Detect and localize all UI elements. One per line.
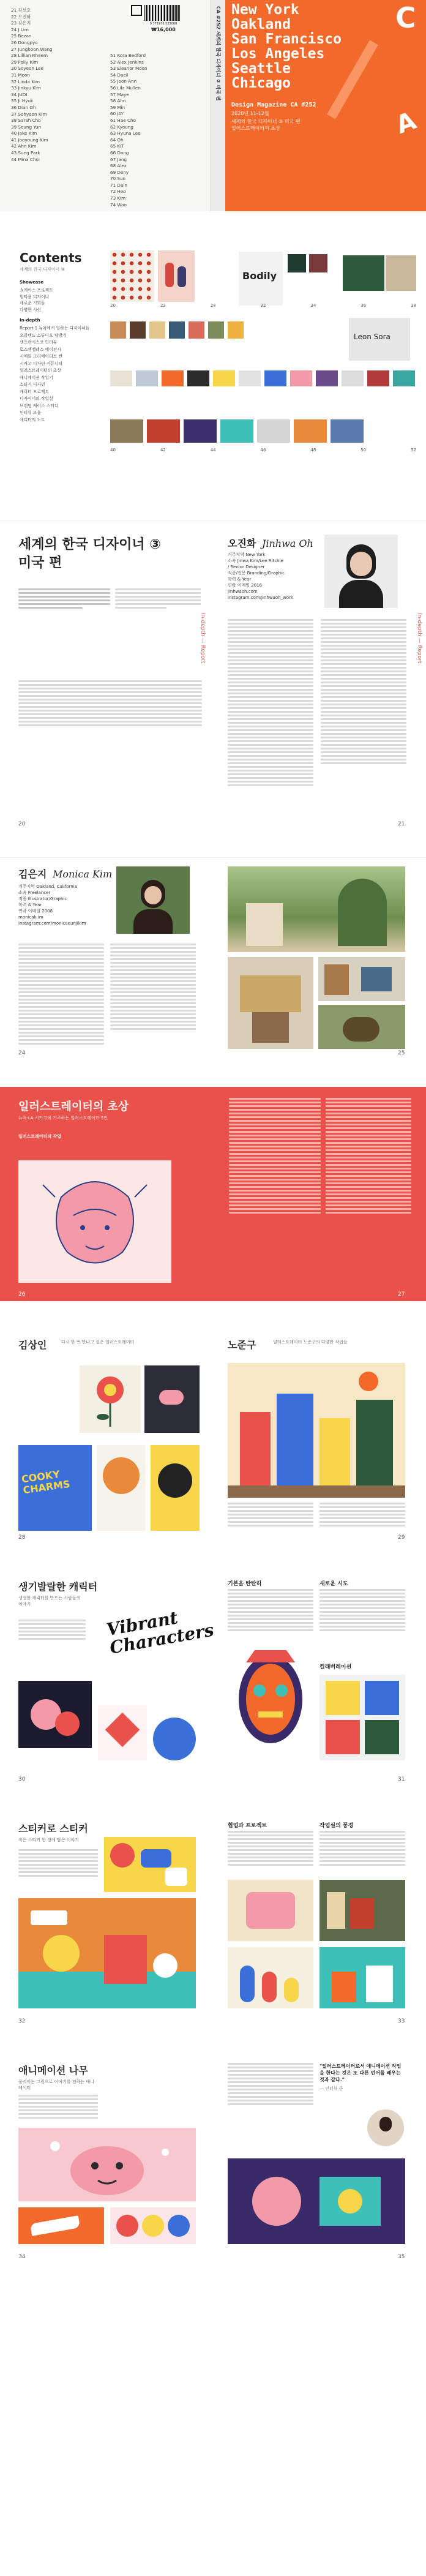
artwork-family xyxy=(228,1947,313,2008)
thumb-image xyxy=(162,370,184,386)
artwork-face xyxy=(228,1638,313,1760)
contents-list-1 xyxy=(20,287,53,313)
contents-item[interactable]: 시카고 디자인 커뮤니티 xyxy=(20,361,62,366)
city-name: San Francisco xyxy=(231,31,342,47)
thumb-row-4 xyxy=(110,419,364,443)
city-name: New York xyxy=(231,2,299,18)
section-sub: 움직이는 그림으로 이야기를 전하는 애니메이터 xyxy=(18,2079,94,2090)
poster-text: COOKY CHARMS xyxy=(20,1468,71,1496)
contents-item[interactable]: 에디터의 노트 xyxy=(20,417,45,422)
index-item: 73 Kim xyxy=(110,195,126,201)
thumb-image xyxy=(189,321,204,339)
side-label-left: In-depth — Report xyxy=(200,613,206,664)
badge-letter-c: C xyxy=(395,1,416,34)
artwork-frames xyxy=(110,2207,196,2244)
artwork-heart xyxy=(98,1705,147,1760)
portrait-photo xyxy=(324,535,398,608)
page-number-left: 20 xyxy=(18,821,26,827)
artist-left-name: 김상인 xyxy=(18,1339,47,1351)
side-label-right: In-depth — Report xyxy=(416,613,422,664)
index-item: 66 Dong xyxy=(110,149,129,156)
info-line: 연락 이메일 2008 xyxy=(18,909,53,914)
section-sub: 생생한 캐릭터를 만드는 사람들의 이야기 xyxy=(18,1596,81,1607)
photo-sticker-product xyxy=(228,1880,313,1941)
page-number: 50 xyxy=(361,448,367,452)
contents-item[interactable]: 로스앤젤레스 에이전시 xyxy=(20,347,61,352)
info-line: instagram.com/jinhwaoh_work xyxy=(228,595,293,600)
spread-animation xyxy=(0,2054,426,2576)
artwork-nike xyxy=(18,2207,104,2244)
contents-group-indepth: In-depth xyxy=(20,318,40,323)
index-item: 51 Kora Bedford xyxy=(110,53,146,58)
article-text-col1 xyxy=(228,1589,313,1633)
article-text-col2 xyxy=(326,1098,411,1215)
index-item: 65 KIT xyxy=(110,143,124,149)
portrait-photo xyxy=(116,866,190,934)
thumb-image xyxy=(257,419,290,443)
thumb-image xyxy=(393,370,415,386)
page-number-right: 27 xyxy=(398,1291,405,1297)
spread-stickers xyxy=(0,1812,426,2027)
front-cover xyxy=(225,0,426,211)
page-number-left: 24 xyxy=(18,1050,26,1056)
photo-garden xyxy=(228,866,405,952)
page-number: 48 xyxy=(310,448,316,452)
contents-item[interactable]: 다양한 시선 xyxy=(20,307,41,312)
spine-text: CA #252 세계의 한국 디자이너 ③ 미국 편 xyxy=(215,6,221,101)
thumb-image xyxy=(149,321,165,339)
index-item: 42 Ahn Kim xyxy=(11,143,37,149)
contents-item[interactable]: 디자이너의 작업실 xyxy=(20,396,53,401)
thumb-image xyxy=(331,419,364,443)
thumb-image xyxy=(220,419,253,443)
column-heading-3: 컬래버레이션 xyxy=(320,1664,352,1670)
index-item: 26 Dongpyo xyxy=(11,39,38,45)
column-heading-2: 새로운 시도 xyxy=(320,1581,348,1587)
thumb-image xyxy=(290,370,312,386)
index-item: 38 Sarah Cho xyxy=(11,118,41,124)
contents-item[interactable]: 샌프란시스코 인터뷰 xyxy=(20,340,58,345)
index-list-right xyxy=(110,53,184,208)
info-line: 거주지역 Oakland, California xyxy=(18,884,77,889)
page-number: 38 xyxy=(411,303,416,308)
index-item: 23 김은지 xyxy=(11,20,31,26)
spread-vibrant-characters xyxy=(0,1571,426,1785)
column-heading-2: 작업실의 풍경 xyxy=(320,1823,354,1829)
price: ₩16,000 xyxy=(151,27,176,32)
page-number-right: 21 xyxy=(398,821,405,827)
thumb-image xyxy=(342,370,364,386)
index-item: 25 Bezan xyxy=(11,33,32,39)
artwork-bird xyxy=(144,1365,200,1433)
artwork-city-scene xyxy=(228,1363,405,1498)
contents-item[interactable]: 브랜딩 케이스 스터디 xyxy=(20,403,59,408)
thumb-image xyxy=(264,370,286,386)
contents-page-numbers xyxy=(110,303,416,308)
page-number: 46 xyxy=(260,448,266,452)
thumb-green xyxy=(343,255,384,291)
bodily-label: Bodily xyxy=(242,270,277,282)
index-item: 58 Ahn xyxy=(110,98,126,104)
contents-sub: 세계의 한국 디자이너 ③ xyxy=(20,267,65,272)
thumb-dots-pattern xyxy=(110,250,154,302)
index-item: 71 Dain xyxy=(110,182,127,188)
index-list-left xyxy=(11,7,84,163)
artwork-grid xyxy=(320,1675,405,1760)
designer-name-kr: 오진화 xyxy=(228,538,256,549)
artist-right-name: 노준구 xyxy=(228,1339,256,1351)
index-item: 44 Mina Choi xyxy=(11,156,40,162)
thumb-bodily xyxy=(239,252,283,306)
column-heading-1: 기본을 탄탄히 xyxy=(228,1581,262,1587)
index-item: 31 Moon xyxy=(11,72,30,78)
quote-attribution: — 인터뷰 중 xyxy=(320,2086,343,2091)
info-line: 소속 Jinwa Kim/Lee Ritchie xyxy=(228,558,283,563)
index-item: 43 Sung Park xyxy=(11,150,40,156)
index-item: 30 Soyeon Lee xyxy=(11,66,44,72)
info-line: instagram.com/monicaeunjikim xyxy=(18,921,86,926)
page-number-right: 25 xyxy=(398,1050,405,1056)
info-line: / Senior Designer xyxy=(228,565,265,569)
index-item: 35 Ji Hyuk xyxy=(11,98,34,104)
barcode-digits: 9 771976 525008 xyxy=(149,22,177,26)
info-line: 연락 이메일 2016 xyxy=(228,583,263,588)
thumb-leon xyxy=(349,318,410,361)
pink-creature-illustration xyxy=(18,2128,196,2201)
designer-name xyxy=(228,536,313,550)
index-item: 67 Jang xyxy=(110,156,127,162)
page-number: 34 xyxy=(310,303,316,308)
portrait-line-illustration xyxy=(18,1160,171,1283)
article-text-col2 xyxy=(320,1503,405,1528)
page-number-right: 31 xyxy=(398,1776,405,1782)
index-item: 29 Polly Kim xyxy=(11,59,39,65)
page-number: 20 xyxy=(110,303,116,308)
index-item: 36 Dian Oh xyxy=(11,104,36,110)
red-page-right xyxy=(211,1087,426,1301)
illustration-card xyxy=(18,1160,171,1283)
intro-text-block-2 xyxy=(115,588,201,610)
spine xyxy=(211,0,225,211)
cartoon-scene-illustration xyxy=(18,1898,196,2008)
index-item: 32 Linda Kim xyxy=(11,78,40,84)
thumb-dark-books xyxy=(288,254,306,272)
thumb-row-2 xyxy=(110,321,244,339)
vibrant-lettering: Vibrant Characters xyxy=(105,1607,215,1658)
page-number: 24 xyxy=(210,303,216,308)
index-item: 64 Oh xyxy=(110,137,124,143)
artwork-dark-blobs xyxy=(18,1681,92,1748)
index-item: 60 JAY xyxy=(110,111,124,117)
section-title: 생기발랄한 캐릭터 xyxy=(18,1581,98,1593)
contents-heading: Contents xyxy=(20,250,82,265)
spread-artists-pair xyxy=(0,1329,426,1543)
index-item: 62 Kyoung xyxy=(110,124,133,130)
artist-left-sub: 다시 한 번 만나고 싶은 일러스트레이터 xyxy=(61,1340,135,1345)
contents-item[interactable]: 쇼케이스 프로젝트 xyxy=(20,288,53,293)
thumb-image xyxy=(110,321,126,339)
article-text-col2 xyxy=(320,1589,405,1633)
index-item: 72 Heo xyxy=(110,189,126,195)
thumb-image xyxy=(147,419,180,443)
page-number-left: 30 xyxy=(18,1776,26,1782)
artwork-pink-creature xyxy=(18,2128,196,2201)
contents-item[interactable]: 시애틀 크리에이티브 씬 xyxy=(20,354,62,359)
page-number: 32 xyxy=(260,303,266,308)
photo-studio-shelf xyxy=(320,1880,405,1941)
pull-quote xyxy=(320,2063,405,2092)
geometric-face-illustration xyxy=(228,1638,313,1760)
spread-feature-opener xyxy=(0,520,426,833)
page-number: 52 xyxy=(411,448,416,452)
index-item: 59 Min xyxy=(110,104,125,110)
spread-illustrator-portrait xyxy=(0,1087,426,1301)
article-text-col2 xyxy=(110,944,196,1032)
index-item: 74 Woo xyxy=(110,201,127,208)
designer-name-en: Monica Kim xyxy=(52,868,113,880)
intro-text xyxy=(18,1620,86,1642)
photo-studio-2 xyxy=(318,957,405,1001)
index-item: 57 Maye xyxy=(110,91,129,97)
index-item: 41 Jooyoung Kim xyxy=(11,137,48,143)
section-title: 애니메이션 나무 xyxy=(18,2065,88,2076)
section-sub: 작은 스티커 한 장에 담은 이야기 xyxy=(18,1838,80,1842)
page-number: 36 xyxy=(361,303,367,308)
page-number: 44 xyxy=(210,448,216,452)
designer-info xyxy=(228,552,293,601)
page-number: 22 xyxy=(160,303,166,308)
city-name: Seattle xyxy=(231,61,291,77)
contents-item[interactable]: 오클랜드 스튜디오 탐방기 xyxy=(20,332,67,338)
article-text-col1 xyxy=(228,1503,313,1528)
designer-name xyxy=(18,866,112,881)
contents-item[interactable]: 멀티플 디자이너 xyxy=(20,294,50,299)
info-line: jinhwaoh.com xyxy=(228,589,258,594)
info-line: 학력 & Year xyxy=(18,903,42,907)
contents-group-showcase: Showcase xyxy=(20,280,44,285)
flower-illustration xyxy=(80,1365,141,1433)
page-number-left: 32 xyxy=(18,2018,26,2024)
index-item: 54 Daeil xyxy=(110,72,129,78)
page-number: 42 xyxy=(160,448,166,452)
index-item: 56 Lila Mullen xyxy=(110,84,141,91)
index-item: 55 Joon Ann xyxy=(110,78,137,84)
index-item: 53 Eleanor Moon xyxy=(110,66,148,72)
photo-studio-3 xyxy=(318,1005,405,1049)
thumb-dark-books-2 xyxy=(309,254,327,272)
cover-title-line1: 세계의 한국 디자이너 ③ 미국 편 xyxy=(231,119,301,124)
magazine-title: Design Magazine CA #252 xyxy=(231,102,316,108)
artwork-poster xyxy=(18,1445,92,1531)
index-item: 61 Hae Cho xyxy=(110,117,136,123)
photo-studio-1 xyxy=(228,957,313,1049)
page-number-left: 26 xyxy=(18,1291,26,1297)
page-number-right: 33 xyxy=(398,2018,405,2024)
badge-letter-a: A xyxy=(392,107,420,140)
intro-text xyxy=(18,2095,98,2120)
intro-text-block xyxy=(18,588,110,610)
thumb-image xyxy=(228,321,244,339)
ca-badge xyxy=(390,0,426,211)
index-item: 69 Dony xyxy=(110,169,129,175)
article-text-col1 xyxy=(228,1831,313,1868)
thumb-image xyxy=(208,321,224,339)
index-item: 37 Sohyeon Kim xyxy=(11,111,47,117)
index-item: 28 Lillian Rheem xyxy=(11,53,48,59)
article-text-col2 xyxy=(321,619,406,766)
article-text-col1 xyxy=(228,619,313,788)
thumb-image xyxy=(110,370,132,386)
contents-page-numbers-2 xyxy=(110,448,416,452)
info-line: monicak.im xyxy=(18,915,43,920)
issue-date: 2020년 11-12월 xyxy=(231,111,269,116)
page-number: 40 xyxy=(110,448,116,452)
designer-info xyxy=(18,884,86,926)
city-name: Oakland xyxy=(231,17,291,32)
thumb-image xyxy=(294,419,327,443)
index-item: 22 오진화 xyxy=(11,13,31,20)
info-line: 거주지역 New York xyxy=(228,552,266,557)
thumb-pink-figures xyxy=(158,250,195,302)
article-text-col1 xyxy=(228,2063,313,2107)
page-number-right: 29 xyxy=(398,1534,405,1541)
index-item: 39 Seung Yun xyxy=(11,124,42,130)
thumb-image xyxy=(239,370,261,386)
photo-animator xyxy=(367,2109,404,2146)
thumb-image xyxy=(169,321,185,339)
thumb-photo-a xyxy=(386,255,416,291)
index-item: 21 김선호 xyxy=(11,7,31,13)
index-item: 33 Jinkyu Kim xyxy=(11,85,41,91)
section-subtitle: 뉴욕·LA·시카고에 거주하는 일러스트레이터 5인 xyxy=(18,1116,108,1121)
contents-item[interactable]: Report 1 뉴욕에서 일하는 디자이너들 xyxy=(20,326,90,331)
feature-title: 세계의 한국 디자이너 ③ 미국 편 xyxy=(18,537,161,571)
leon-label: Leon Sora xyxy=(354,332,390,341)
column-heading-1: 협업과 프로젝트 xyxy=(228,1823,267,1829)
intro-text xyxy=(18,1849,98,1879)
thumb-image xyxy=(136,370,158,386)
index-item: 52 Alex Jenkins xyxy=(110,59,144,65)
contents-item[interactable]: 인터뷰 모음 xyxy=(20,410,41,415)
info-line: 소속 Freelancer xyxy=(18,890,51,895)
contents-item[interactable]: 새로운 기회들 xyxy=(20,301,45,306)
thumb-image xyxy=(213,370,235,386)
thumb-image xyxy=(110,419,143,443)
index-item: 27 Junghoon Wang xyxy=(11,46,53,52)
article-text-col1 xyxy=(229,1098,321,1215)
artwork-village xyxy=(320,1947,405,2008)
city-name: Chicago xyxy=(231,75,291,91)
index-item: 68 Alex xyxy=(110,163,127,169)
artwork-animation-still xyxy=(228,2158,405,2244)
index-item: 34 JUDI xyxy=(11,91,28,97)
page-number-left: 28 xyxy=(18,1534,26,1541)
info-line: 학력 & Year xyxy=(228,577,252,582)
artwork-round xyxy=(151,1445,200,1531)
index-item: 40 Jake Kim xyxy=(11,130,37,137)
thumb-row-3 xyxy=(110,370,415,386)
back-cover xyxy=(0,0,211,211)
city-illustration xyxy=(228,1363,405,1498)
contents-item[interactable]: 일러스트레이터의 초상 xyxy=(20,368,61,373)
animation-still-illustration xyxy=(228,2158,405,2244)
quote-text: "일러스트레이터로서 애니메이션 작업을 한다는 것은 또 다른 언어를 배우는 것과 같다." xyxy=(320,2063,402,2082)
designer-name-en: Jinhwa Oh xyxy=(261,538,313,549)
contents-item[interactable]: 애니메이션 작업기 xyxy=(20,375,53,380)
info-line: 직종/전문 Branding/Graphic xyxy=(228,571,285,576)
artwork-sticker-sheet xyxy=(104,1837,196,1892)
contents-item[interactable]: 캐릭터 프로젝트 xyxy=(20,389,50,394)
contents-list-2 xyxy=(20,325,93,424)
red-page-left xyxy=(0,1087,211,1301)
info-line: 직종 Illustrator/Graphic xyxy=(18,896,67,901)
cover-title-line2: 일러스트레이터의 초상 xyxy=(231,126,280,131)
section-title: 스티커로 스티커 xyxy=(18,1823,88,1834)
artwork-mini xyxy=(153,1718,196,1760)
index-item: 63 Hyuna Lee xyxy=(110,130,141,137)
page-number-right: 35 xyxy=(398,2254,405,2260)
thumb-image xyxy=(130,321,146,339)
intro-table xyxy=(18,680,202,728)
artist-right-sub: 일러스트레이터 노준구의 다양한 작업들 xyxy=(273,1340,348,1345)
artwork-cards xyxy=(97,1445,146,1531)
designer-name-kr: 김은지 xyxy=(18,868,47,880)
section-lead: 일러스트레이터의 작업 xyxy=(18,1134,62,1139)
thumb-image xyxy=(184,419,217,443)
artwork-cartoon-scene xyxy=(18,1898,196,2008)
city-name: Los Angeles xyxy=(231,46,325,62)
index-item: 70 Sun xyxy=(110,176,126,182)
logo-box-icon xyxy=(131,5,142,16)
thumb-image xyxy=(316,370,338,386)
article-text-col1 xyxy=(18,944,104,1046)
barcode xyxy=(144,5,180,21)
thumb-image xyxy=(187,370,209,386)
cover-spread xyxy=(0,0,426,211)
contents-item[interactable]: 스티커 디자인 xyxy=(20,382,45,387)
artwork-flowers xyxy=(80,1365,141,1433)
page-number-left: 34 xyxy=(18,2254,26,2260)
section-title: 일러스트레이터의 초상 xyxy=(18,1100,129,1113)
index-item: 24 J.Lim xyxy=(11,26,29,32)
spread-monica-kim xyxy=(0,857,426,1059)
article-text-col2 xyxy=(320,1831,405,1868)
contents-spread xyxy=(0,242,426,566)
thumb-image xyxy=(367,370,389,386)
